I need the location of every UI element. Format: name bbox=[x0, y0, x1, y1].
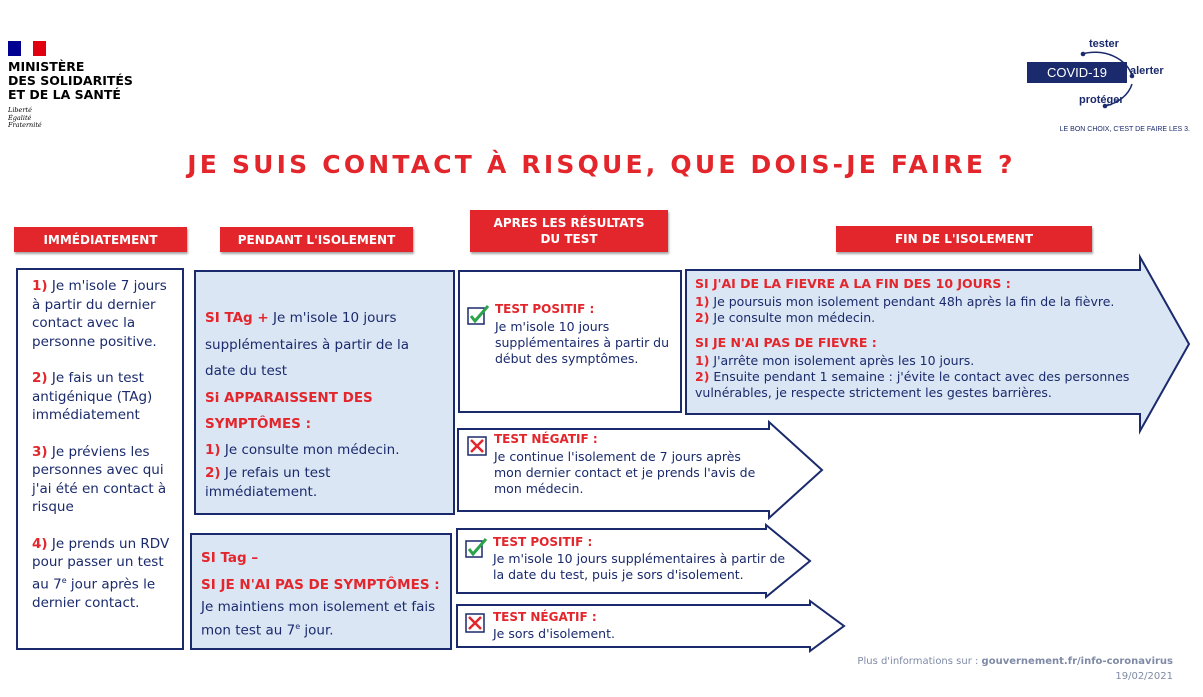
step-4: 4) Je prends un RDV pour passer un test au 7e jour après le dernier contact. bbox=[32, 535, 170, 611]
end-isolation-content: SI J'AI DE LA FIEVRE A LA FIN DES 10 JOURS : 1) Je poursuis mon isolement pendant 48h après la fin de la fièvre. 2) Je consulte mon médecin. SI JE N'AI PAS DE FIEVRE : 1) J'arrête mon isolement après les 10 jours. 2) Ensuite pendant 1 semaine : j'évite le contact avec des personnes vulnérables, je respecte strictement les gestes barrières. bbox=[695, 276, 1130, 400]
cross-icon bbox=[464, 612, 486, 634]
covid19-label: COVID-19 bbox=[1027, 62, 1127, 83]
logo-proteger: protéger bbox=[1079, 94, 1124, 106]
header-after-results: APRES LES RÉSULTATS DU TEST bbox=[470, 210, 668, 252]
immediate-steps-box bbox=[16, 268, 184, 650]
result-positive-2: TEST POSITIF : Je m'isole 10 jours supplémentaires à partir de la date du test, puis je sors d'isolement. bbox=[464, 535, 794, 583]
logo-tagline: LE BON CHOIX, C'EST DE FAIRE LES 3. bbox=[1059, 126, 1190, 133]
header-immediately: IMMÉDIATEMENT bbox=[14, 227, 187, 252]
header-end-isolation: FIN DE L'ISOLEMENT bbox=[836, 226, 1092, 252]
logo-tester: tester bbox=[1089, 38, 1119, 50]
step-1: 1) Je m'isole 7 jours à partir du dernier contact avec la personne positive. bbox=[32, 278, 167, 350]
publication-date: 19/02/2021 bbox=[1115, 671, 1173, 682]
check-icon bbox=[464, 537, 488, 559]
cross-icon bbox=[466, 435, 488, 457]
page-title: JE SUIS CONTACT À RISQUE, QUE DOIS-JE FAIRE ? bbox=[187, 150, 1016, 179]
info-link[interactable]: gouvernement.fr/info-coronavirus bbox=[981, 656, 1173, 667]
step-2: 2) Je fais un test antigénique (TAg) immédiatement bbox=[32, 370, 153, 423]
step-3: 3) Je préviens les personnes avec qui j'ai été en contact à risque bbox=[32, 443, 167, 515]
header-during-isolation: PENDANT L'ISOLEMENT bbox=[220, 227, 413, 252]
footer: Plus d'informations sur : gouvernement.fr/info-coronavirus 19/02/2021 bbox=[857, 656, 1173, 682]
check-icon bbox=[466, 304, 490, 326]
result-positive-1: TEST POSITIF : Je m'isole 10 jours supplémentaires à partir du début des symptômes. bbox=[458, 270, 682, 413]
tag-negative-box: SI Tag – SI JE N'AI PAS DE SYMPTÔMES : Je maintiens mon isolement et fais mon test au 7e jour. bbox=[190, 533, 452, 650]
ministry-name: MINISTÈRE DES SOLIDARITÉS ET DE LA SANTÉ bbox=[8, 59, 133, 102]
french-flag-icon bbox=[8, 41, 46, 56]
tag-positive-box: SI TAg + Je m'isole 10 jours supplémentaires à partir de la date du test Si APPARAISSENT DES SYMPTÔMES : 1) Je consulte mon médecin. 2) Je refais un test immédiatement. bbox=[194, 270, 455, 515]
logo-alerter: alerter bbox=[1130, 65, 1164, 77]
republic-motto: Liberté Égalité Fraternité bbox=[8, 106, 42, 129]
result-negative-1: TEST NÉGATIF : Je continue l'isolement de 7 jours après mon dernier contact et je prends l'avis de mon médecin. bbox=[466, 432, 766, 497]
result-negative-2: TEST NÉGATIF : Je sors d'isolement. bbox=[464, 610, 784, 642]
